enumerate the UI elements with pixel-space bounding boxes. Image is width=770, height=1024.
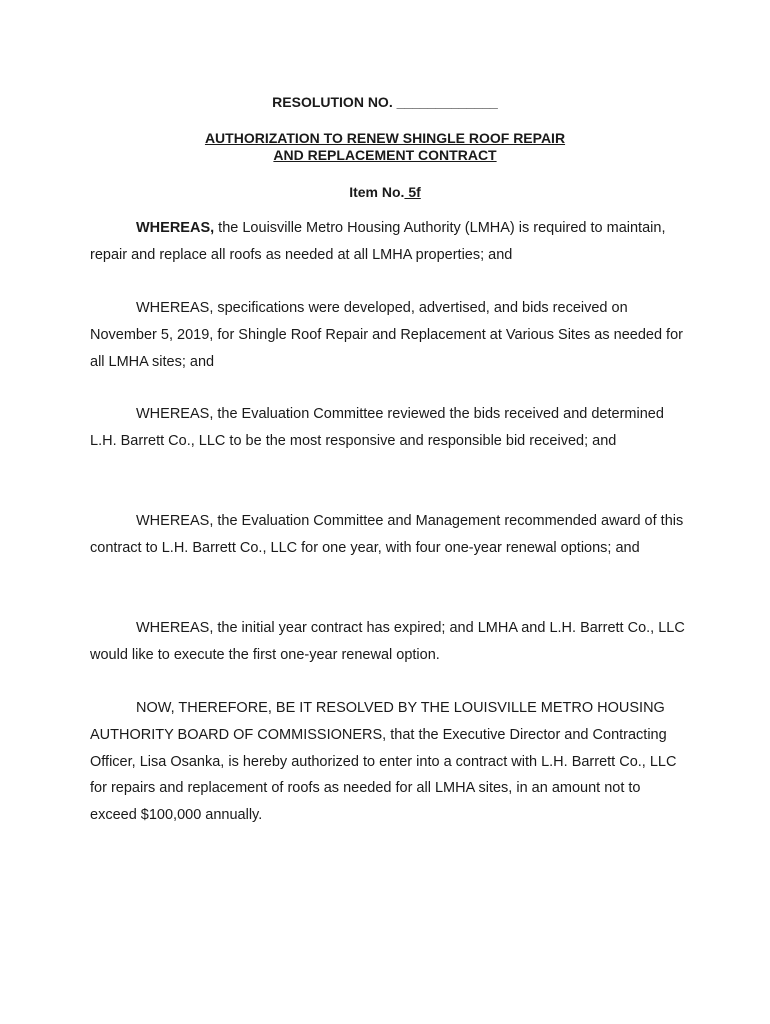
resolved-paragraph: NOW, THEREFORE, BE IT RESOLVED BY THE LOUISVILLE METRO HOUSING AUTHORITY BOARD OF COMMISSIONERS, that the Executive Director and Contracting Officer, Lisa Osanka, is hereby authorized to enter into a contract with L.H. Barrett Co., LLC for repairs and replacement of roofs as needed for all LMHA sites, in an amount not to exceed $100,000 annually. (90, 700, 677, 824)
item-label: Item No. (349, 184, 405, 200)
whereas-lead: WHEREAS, (136, 220, 215, 236)
whereas-paragraph-3: WHEREAS, the Evaluation Committee reviewed the bids received and determined L.H. Barrett Co., LLC to be the most responsive and responsible bid received; and (90, 406, 664, 449)
whereas-paragraph-2: WHEREAS, specifications were developed, advertised, and bids received on November 5, 2019, for Shingle Roof Repair and Replacement at Various Sites as needed for all LMHA sites; and (90, 300, 683, 370)
item-number (0, 184, 770, 201)
resolution-title (0, 130, 770, 164)
item-value: 5f (404, 184, 421, 200)
resolution-number-blank: _____________ (396, 94, 498, 110)
whereas-paragraph-5: WHEREAS, the initial year contract has expired; and LMHA and L.H. Barrett Co., LLC would like to execute the first one-year renewal option. (90, 620, 685, 663)
resolution-heading (0, 94, 770, 111)
whereas-paragraph-4: WHEREAS, the Evaluation Committee and Management recommended award of this contract to L.H. Barrett Co., LLC for one year, with four one-year renewal options; and (90, 513, 684, 556)
title-line-1: AUTHORIZATION TO RENEW SHINGLE ROOF REPAIR (204, 130, 566, 146)
whereas-paragraph-1 (90, 215, 690, 269)
paragraph-1-text: the Louisville Metro Housing Authority (LMHA) is required to maintain, repair and replace all roofs as needed at all LMHA properties; and (90, 220, 666, 263)
title-line-2: AND REPLACEMENT CONTRACT (273, 147, 497, 163)
resolution-label: RESOLUTION NO. (272, 94, 393, 110)
